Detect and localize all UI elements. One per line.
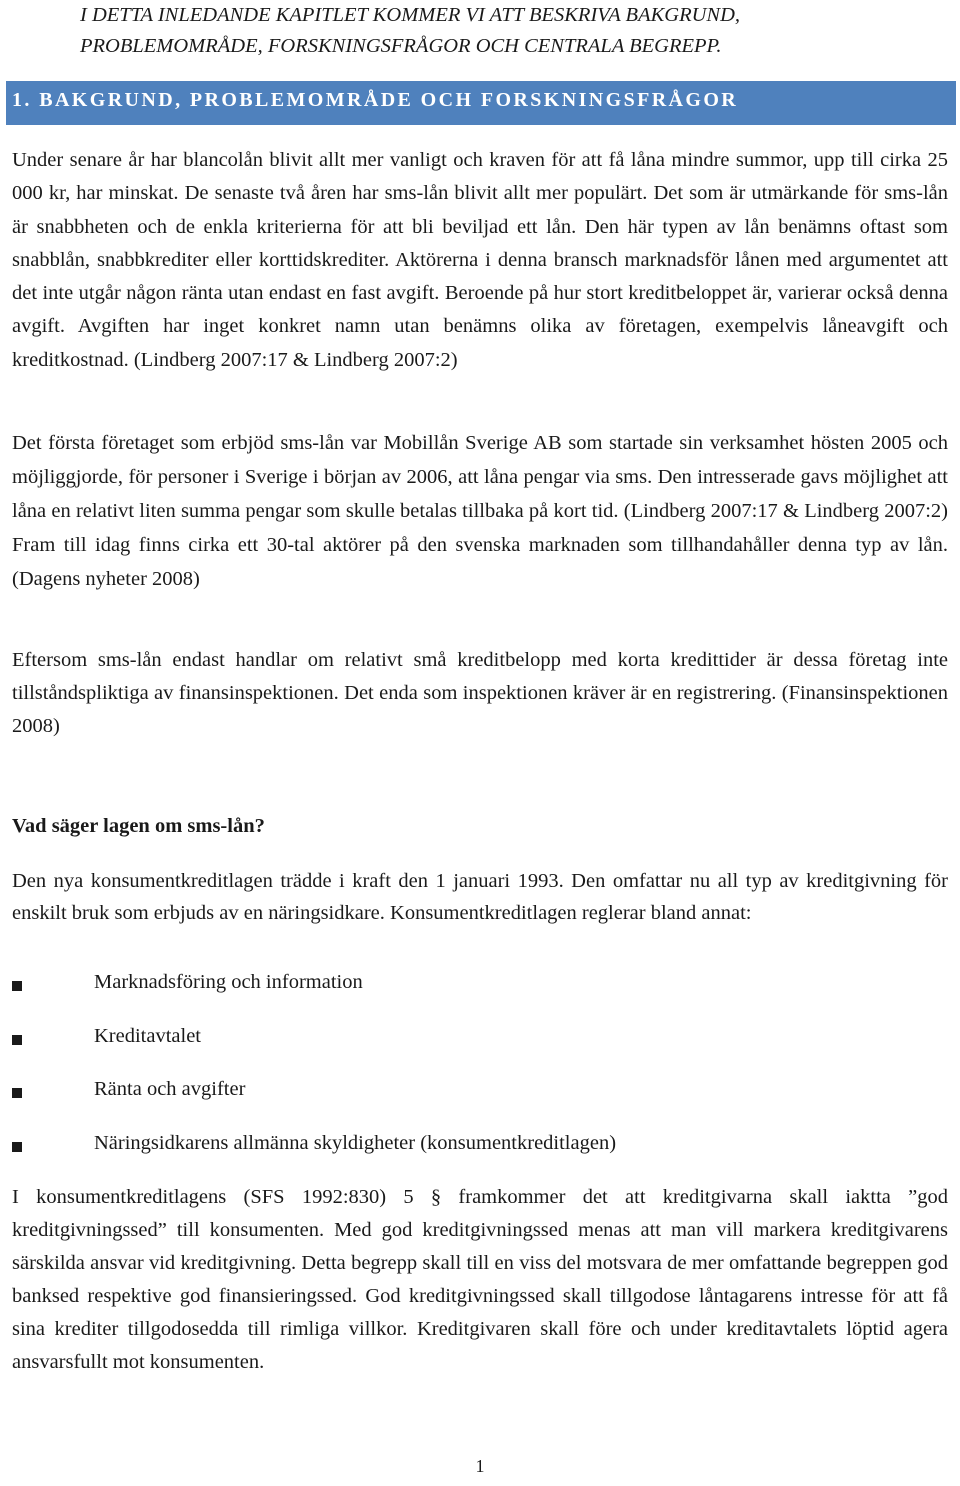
square-bullet-icon bbox=[12, 1035, 22, 1045]
list-item-text: Marknadsföring och information bbox=[94, 971, 363, 993]
intro-line-2: PROBLEMOMRÅDE, FORSKNINGSFRÅGOR OCH CENTRALA BEGREPP. bbox=[80, 35, 722, 57]
paragraph-good-credit-practice: I konsumentkreditlagens (SFS 1992:830) 5 § framkommer det att kreditgivarna skall iaktta ”god kreditgivningssed” till konsumenten. Med god kreditgivningssed menas att man vill markera kreditgivarens särskilda ansvar vid kreditgivning. Detta begrepp skall till en viss del motsvara de mer omfattande begreppen god banksed respektive god finansieringssed. God kreditgivningssed skall tillgodose låntagarens intresse för att få sina krediter tillgodosedda till rimliga villkor. Kreditgivaren skall före och under kreditavtalets löptid agera ansvarsfullt mot konsumenten. bbox=[12, 1186, 948, 1373]
square-bullet-icon bbox=[12, 981, 22, 991]
chapter-intro bbox=[80, 0, 940, 62]
list-item bbox=[12, 1025, 712, 1055]
paragraph-consumer-credit-law: Den nya konsumentkreditlagen trädde i kraft den 1 januari 1993. Den omfattar nu all typ av kreditgivning för enskilt bruk som erbjuds av en näringsidkare. Konsumentkreditlagen reglerar bland annat: bbox=[12, 870, 948, 924]
list-item bbox=[12, 971, 712, 1001]
list-item-text: Näringsidkarens allmänna skyldigheter (konsumentkreditlagen) bbox=[94, 1132, 617, 1154]
list-item-text: Ränta och avgifter bbox=[94, 1078, 246, 1100]
page-number: 1 bbox=[475, 1456, 485, 1476]
section-title: 1. BAKGRUND, PROBLEMOMRÅDE OCH FORSKNINGSFRÅGOR bbox=[12, 89, 739, 111]
list-item bbox=[12, 1132, 712, 1162]
subheading-law: Vad säger lagen om sms-lån? bbox=[12, 815, 265, 837]
list-item-text: Kreditavtalet bbox=[94, 1025, 202, 1047]
intro-line-1: I DETTA INLEDANDE KAPITLET KOMMER VI ATT BESKRIVA BAKGRUND, bbox=[80, 4, 741, 26]
paragraph-regulation: Eftersom sms-lån endast handlar om relativt små kreditbelopp med korta kredittider är dessa företag inte tillståndspliktiga av finansinspektionen. Det enda som inspektionen kräver är en registrering. (Finansinspektionen 2008) bbox=[12, 649, 948, 738]
square-bullet-icon bbox=[12, 1142, 22, 1152]
paragraph-history: Det första företaget som erbjöd sms-lån var Mobillån Sverige AB som startade sin verksamhet hösten 2005 och möjliggjorde, för personer i Sverige i början av 2006, att låna pengar via sms. Den intresserade gavs möjlighet att låna en relativt liten summa pengar som skulle betalas tillbaka på kort tid. (Lindberg 2007:17 & Lindberg 2007:2) Fram till idag finns cirka ett 30-tal aktörer på den svenska marknaden som tillhandahåller denna typ av lån. (Dagens nyheter 2008) bbox=[12, 432, 948, 590]
paragraph-background: Under senare år har blancolån blivit allt mer vanligt och kraven för att få låna mindre summor, upp till cirka 25 000 kr, har minskat. De senaste två åren har sms-lån blivit allt mer populärt. Det som är utmärkande för sms-lån är snabbheten och de enkla kriterierna för att bli beviljad ett lån. Den här typen av lån benämns oftast som snabblån, snabbkrediter eller korttidskrediter. Aktörerna i denna bransch marknadsför lånen med argumentet att det inte utgår någon ränta utan endast en fast avgift. Beroende på hur stort kreditbeloppet är, varierar också denna avgift. Avgiften har inget konkret namn utan benämns olika av företagen, exempelvis låneavgift och kreditkostnad. (Lindberg 2007:17 & Lindberg 2007:2) bbox=[12, 149, 948, 371]
square-bullet-icon bbox=[12, 1088, 22, 1098]
list-item bbox=[12, 1078, 712, 1108]
